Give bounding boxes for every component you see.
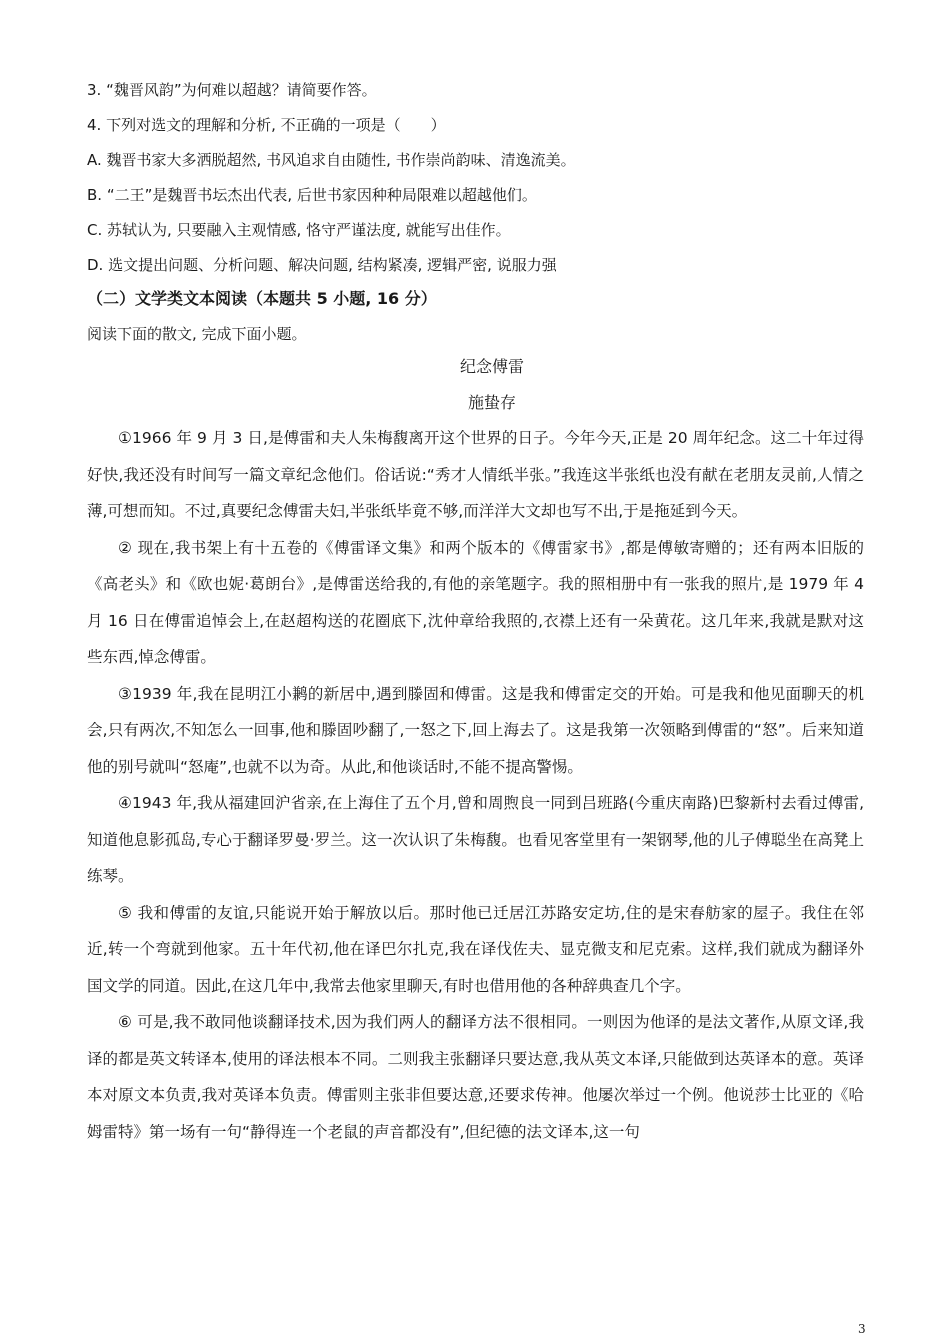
option-c: C. 苏轼认为, 只要融入主观情感, 恪守严谨法度, 就能写出佳作。 xyxy=(87,221,511,239)
question-3: 3. “魏晋风韵”为何难以超越？请简要作答。 xyxy=(87,81,377,99)
option-a: A. 魏晋书家大多洒脱超然, 书风追求自由随性, 书作崇尚韵味、清逸流美。 xyxy=(87,151,576,169)
paragraph-5: ⑤ 我和傅雷的友谊,只能说开始于解放以后。那时他已迁居江苏路安定坊,住的是宋春舫家的屋子。我住在邻近,转一个弯就到他家。五十年代初,他在译巴尔扎克,我在译伐佐夫、显克微支和尼克索。这样,我们就成为翻译外国文学的同道。因此,在这几年中,我常去他家里聊天,有时也借用他的各种辞典查几个字。 xyxy=(87,903,864,995)
section-heading: （二）文学类文本阅读（本题共 5 小题, 16 分） xyxy=(87,289,437,308)
paragraph-6: ⑥ 可是,我不敢同他谈翻译技术,因为我们两人的翻译方法不很相同。一则因为他译的是法文著作,从原文译,我译的都是英文转译本,使用的译法根本不同。二则我主张翻译只要达意,我从英文本译,只能做到达英译本的意。英译本对原文本负责,我对英译本负责。傅雷则主张非但要达意,还要求传神。他屡次举过一个例。他说莎士比亚的《哈姆雷特》第一场有一句“静得连一个老鼠的声音都没有”,但纪德的法文译本,这一句 xyxy=(87,1013,864,1141)
paragraph-2: ② 现在,我书架上有十五卷的《傅雷译文集》和两个版本的《傅雷家书》,都是傅敏寄赠的；还有两本旧版的《高老头》和《欧也妮·葛朗台》,是傅雷送给我的,有他的亲笔题字。我的照相册中有一张我的照片,是 1979 年 4 月 16 日在傅雷追悼会上,在赵超构送的花圈底下,沈仲章给我照的,衣襟上还有一朵黄花。这几年来,我就是默对这些东西,悼念傅雷。 xyxy=(87,538,864,666)
paragraph-1: ①1966 年 9 月 3 日,是傅雷和夫人朱梅馥离开这个世界的日子。今年今天,正是 20 周年纪念。这二十年过得好快,我还没有时间写一篇文章纪念他们。俗话说:“秀才人情纸半张。”我连这半张纸也没有献在老朋友灵前,人情之薄,可想而知。不过,真要纪念傅雷夫妇,半张纸毕竟不够,而洋洋大文却也写不出,于是拖延到今天。 xyxy=(87,429,864,520)
article-author: 施蛰存 xyxy=(467,393,516,412)
reading-instruction: 阅读下面的散文, 完成下面小题。 xyxy=(87,325,307,343)
paragraph-4: ④1943 年,我从福建回沪省亲,在上海住了五个月,曾和周煦良一同到吕班路(今重庆南路)巴黎新村去看过傅雷,知道他息影孤岛,专心于翻译罗曼·罗兰。这一次认识了朱梅馥。也看见客堂里有一架钢琴,他的儿子傅聪坐在高凳上练琴。 xyxy=(87,794,864,885)
article-body xyxy=(87,420,864,1150)
page-number: 3 xyxy=(858,1322,866,1336)
question-4: 4. 下列对选文的理解和分析, 不正确的一项是（ ） xyxy=(87,116,446,134)
article-title: 纪念傅雷 xyxy=(459,357,524,376)
option-b: B. “二王”是魏晋书坛杰出代表, 后世书家因种种局限难以超越他们。 xyxy=(87,186,537,204)
paragraph-3: ③1939 年,我在昆明江小鹣的新居中,遇到滕固和傅雷。这是我和傅雷定交的开始。可是我和他见面聊天的机会,只有两次,不知怎么一回事,他和滕固吵翻了,一怒之下,回上海去了。这是我第一次领略到傅雷的“怒”。后来知道他的别号就叫“怒庵”,也就不以为奇。从此,和他谈话时,不能不提高警惕。 xyxy=(87,684,864,776)
option-d: D. 选文提出问题、分析问题、解决问题, 结构紧凑, 逻辑严密, 说服力强 xyxy=(87,256,557,274)
